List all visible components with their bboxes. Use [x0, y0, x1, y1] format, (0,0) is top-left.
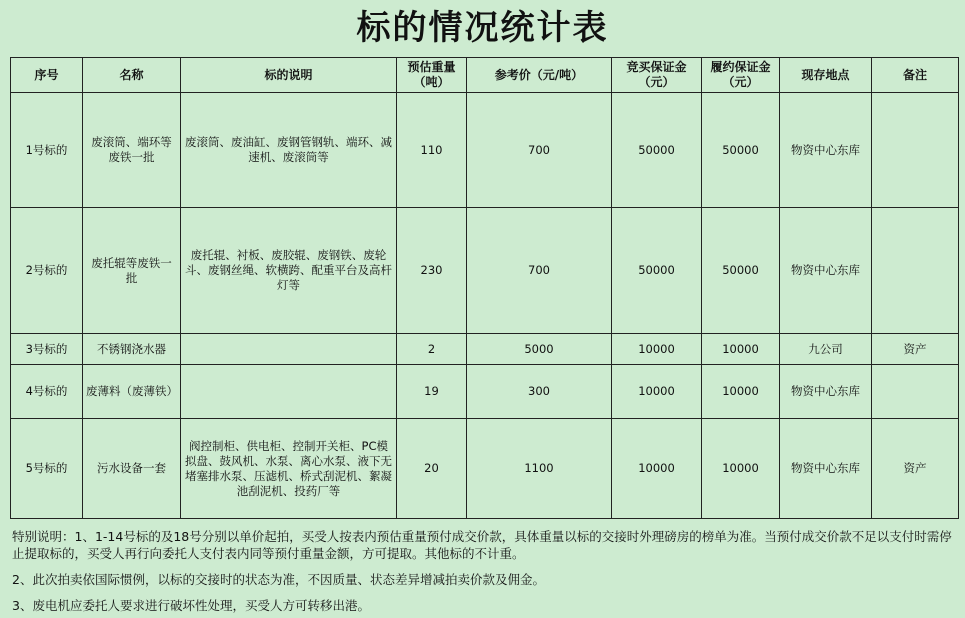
cell-price: 5000: [467, 334, 612, 365]
header-perf-deposit: 履约保证金（元）: [702, 58, 780, 93]
page-title: 标的情况统计表: [356, 8, 609, 48]
cell-bid-deposit: 10000: [612, 419, 702, 519]
cell-bid-deposit: 50000: [612, 93, 702, 208]
table-header-row: [11, 58, 959, 93]
cell-weight: 110: [397, 93, 467, 208]
cell-name: 废托辊等废铁一批: [83, 208, 181, 334]
cell-desc: 废滚筒、废油缸、废钢管钢轨、端环、减速机、废滚筒等: [181, 93, 397, 208]
cell-weight: 230: [397, 208, 467, 334]
table-row: [11, 419, 959, 519]
cell-price: 300: [467, 365, 612, 419]
cell-perf-deposit: 50000: [702, 208, 780, 334]
cell-location: 物资中心东库: [780, 419, 872, 519]
cell-bid-deposit: 10000: [612, 365, 702, 419]
header-weight: 预估重量（吨）: [397, 58, 467, 93]
cell-desc: 阀控制柜、供电柜、控制开关柜、PC模拟盘、鼓风机、水泵、离心水泵、液下无堵塞排水泵、压滤机、桥式刮泥机、絮凝池刮泥机、投药厂等: [181, 419, 397, 519]
table-row: [11, 365, 959, 419]
note-item: 2、此次拍卖依国际惯例，以标的交接时的状态为准，不因质量、状态差异增减拍卖价款及佣金。: [12, 572, 545, 587]
lot-table: [10, 57, 959, 519]
cell-remark: [872, 208, 959, 334]
cell-name: 污水设备一套: [83, 419, 181, 519]
header-bid-deposit: 竞买保证金（元）: [612, 58, 702, 93]
cell-price: 700: [467, 208, 612, 334]
table-row: [11, 334, 959, 365]
cell-weight: 2: [397, 334, 467, 365]
cell-desc: [181, 334, 397, 365]
cell-bid-deposit: 50000: [612, 208, 702, 334]
cell-remark: [872, 93, 959, 208]
header-no: 序号: [11, 58, 83, 93]
cell-perf-deposit: 50000: [702, 93, 780, 208]
cell-location: 物资中心东库: [780, 365, 872, 419]
cell-no: 4号标的: [11, 365, 83, 419]
cell-remark: 资产: [872, 419, 959, 519]
cell-bid-deposit: 10000: [612, 334, 702, 365]
cell-perf-deposit: 10000: [702, 334, 780, 365]
cell-location: 物资中心东库: [780, 208, 872, 334]
header-price: 参考价（元/吨）: [467, 58, 612, 93]
note-item: 3、废电机应委托人要求进行破坏性处理，买受人方可转移出港。: [12, 598, 370, 613]
cell-price: 1100: [467, 419, 612, 519]
cell-name: 废滚筒、端环等废铁一批: [83, 93, 181, 208]
header-location: 现存地点: [780, 58, 872, 93]
cell-price: 700: [467, 93, 612, 208]
cell-no: 1号标的: [11, 93, 83, 208]
cell-name: 不锈钢浇水器: [83, 334, 181, 365]
cell-no: 3号标的: [11, 334, 83, 365]
cell-perf-deposit: 10000: [702, 419, 780, 519]
cell-no: 5号标的: [11, 419, 83, 519]
cell-perf-deposit: 10000: [702, 365, 780, 419]
cell-name: 废薄料（废薄铁）: [83, 365, 181, 419]
header-remark: 备注: [872, 58, 959, 93]
cell-location: 九公司: [780, 334, 872, 365]
table-row: [11, 208, 959, 334]
notes-section: [12, 528, 956, 614]
cell-remark: [872, 365, 959, 419]
cell-location: 物资中心东库: [780, 93, 872, 208]
cell-desc: [181, 365, 397, 419]
note-item: 特别说明：1、1-14号标的及18号分别以单价起拍，买受人按表内预估重量预付成交价款，具体重量以标的交接时外理磅房的榜单为准。当预付成交价款不足以支付时需停止提取标的，买受人再行向委托人支付表内同等预付重量金额，方可提取。其他标的不计重。: [12, 529, 952, 561]
header-desc: 标的说明: [181, 58, 397, 93]
cell-remark: 资产: [872, 334, 959, 365]
cell-no: 2号标的: [11, 208, 83, 334]
cell-weight: 19: [397, 365, 467, 419]
cell-desc: 废托辊、衬板、废胶辊、废钢铁、废轮斗、废钢丝绳、软横跨、配重平台及高杆灯等: [181, 208, 397, 334]
cell-weight: 20: [397, 419, 467, 519]
table-row: [11, 93, 959, 208]
header-name: 名称: [83, 58, 181, 93]
